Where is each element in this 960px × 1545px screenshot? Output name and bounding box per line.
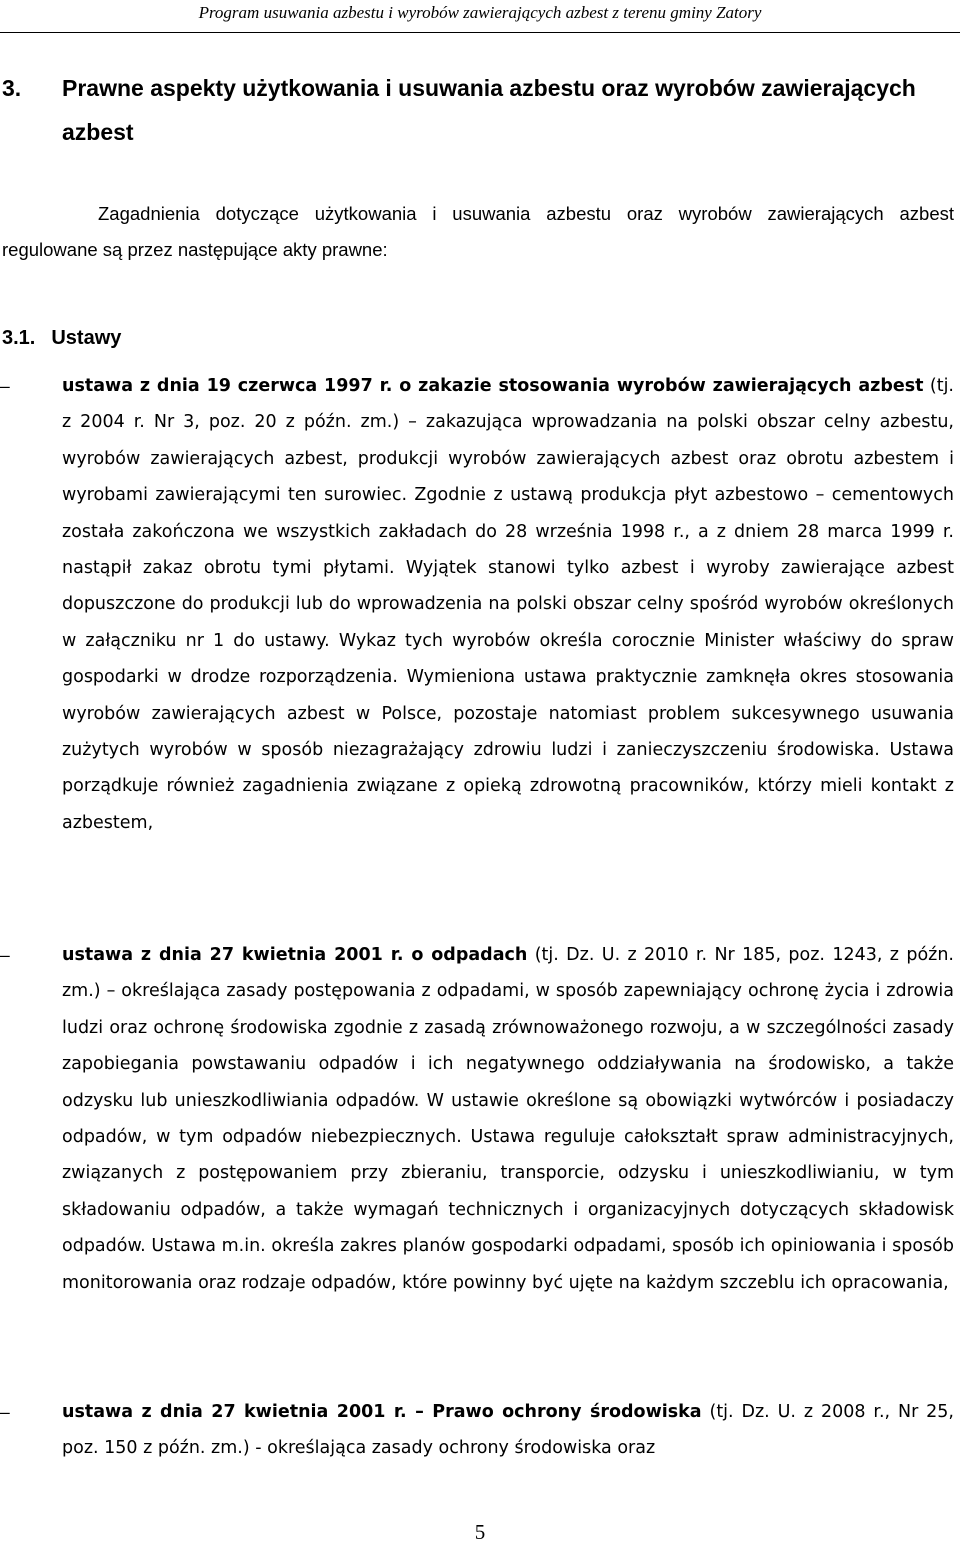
list-dash: – [0,945,10,965]
law-description: - określająca zasady ochrony środowiska oraz [255,1438,656,1459]
section-label: Ustawy [51,327,122,349]
law-citation: (tj. Dz. U. z 2008 r., Nr 25, poz. 150 z późn. zm.) [62,1402,954,1459]
chapter-title-text: Prawne aspekty użytkowania i usuwania azbestu oraz wyrobów zawierających azbest [62,75,916,145]
header-rule [0,32,960,33]
list-dash: – [0,1402,10,1422]
law-description: – zakazująca wprowadzania na polski obszar celny azbestu, wyrobów zawierających azbest, produkcji wyrobów zawierających azbest oraz obrotu azbestem i wyrobami zawierającymi ten surowiec. Zgodnie z ustawą produkcja płyt azbestowo – cementowych została zakończona we wszystkich zakładach do 28 września 1998 r., a z dniem 28 marca 1999 r. nastąpił zakaz obrotu tymi płytami. Wyjątek stanowi tylko azbest i wyroby zawierające azbest dopuszczone do produkcji lub do wprowadzenia na polski obszar celny spośród wyrobów określonych w załączniku nr 1 do ustawy. Wykaz tych wyrobów określa corocznie Minister właściwy do spraw gospodarki w drodze rozporządzenia. Wymieniona ustawa praktycznie zamknęła okres stosowania wyrobów zawierających azbest w Polsce, pozostaje natomiast problem sukcesywnego usuwania zużytych wyrobów w sposób niezagrażający zdrowiu ludzi i zanieczyszczeniu środowiska. Ustawa porządkuje również zagadnienia związane z opieką zdrowotną pracowników, którzy mieli kontakt z azbestem, [62,412,954,833]
law-item [0,937,954,1301]
law-title: ustawa z dnia 19 czerwca 1997 r. o zakazie stosowania wyrobów zawierających azbest [62,376,924,396]
chapter-number: 3. [2,75,22,101]
law-item [0,368,954,841]
chapter-title [2,66,954,154]
law-item [0,1394,954,1467]
law-title: ustawa z dnia 27 kwietnia 2001 r. – Prawo ochrony środowiska [62,1402,702,1422]
page-number: 5 [474,1520,486,1544]
law-title: ustawa z dnia 27 kwietnia 2001 r. o odpadach [62,945,528,965]
law-citation: (tj. Dz. U. z 2010 r. Nr 185, poz. 1243, z późn. zm.) [62,945,954,1002]
law-citation: (tj. z 2004 r. Nr 3, poz. 20 z późn. zm.) [62,376,954,433]
law-description: – określająca zasady postępowania z odpadami, w sposób zapewniający ochronę życia i zdrowia ludzi oraz ochronę środowiska zgodnie z zasadą zrównoważonego rozwoju, a w szczególności zasady zapobiegania powstawaniu odpadów i ich negatywnego oddziaływania na środowisko, a także odzysku lub unieszkodliwiania odpadów. W ustawie określone są obowiązki wytwórców i posiadaczy odpadów, w tym odpadów niebezpiecznych. Ustawa reguluje całokształt spraw administracyjnych, związanych z postępowaniem przy zbieraniu, transporcie, odzysku i unieszkodliwianiu, w tym składowaniu odpadów, a także wymagań technicznych i organizacyjnych dotyczących składowisk odpadów. Ustawa m.in. określa zakres planów gospodarki odpadami, sposób ich opiniowania i sposób monitorowania oraz rodzaje odpadów, które powinny być ujęte na każdym szczeblu ich opracowania, [62,981,954,1293]
section-number: 3.1. [2,327,36,349]
running-title: Program usuwania azbestu i wyrobów zawierających azbest z terenu gminy Zatory [198,3,762,22]
intro-paragraph: Zagadnienia dotyczące użytkowania i usuwania azbestu oraz wyrobów zawierających azbest regulowane są przez następujące akty prawne: [2,203,954,260]
section-title [2,320,121,356]
list-dash: – [0,376,10,396]
running-header [0,0,960,34]
